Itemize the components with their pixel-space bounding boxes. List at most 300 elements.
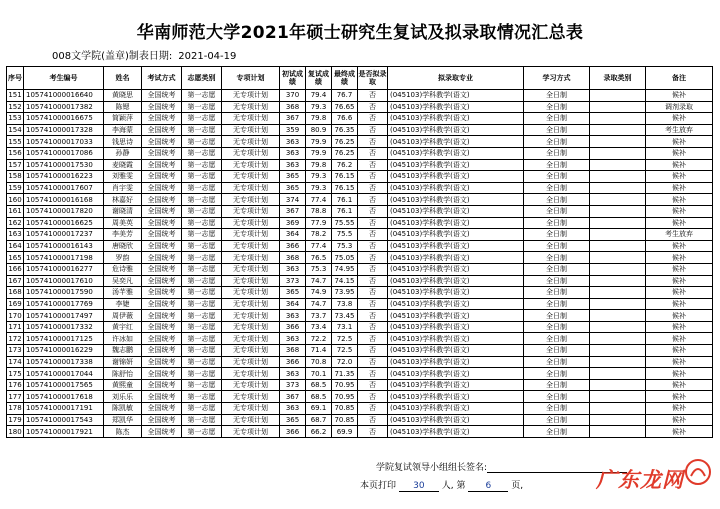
table-cell: 全日制 [524, 287, 590, 299]
table-cell: 考生放弃 [646, 124, 713, 136]
table-cell: 全国统考 [142, 275, 182, 287]
table-cell: 175 [8, 369, 22, 378]
table-cell: 全日制 [524, 171, 590, 183]
table-cell: 否 [358, 310, 388, 322]
table-row [7, 136, 713, 148]
table-cell [590, 368, 646, 380]
table-cell: 全日制 [524, 205, 590, 217]
table-cell: 370 [280, 90, 306, 102]
table-cell: 汤芊雅 [104, 287, 142, 299]
table-row [7, 171, 713, 183]
table-cell: 候补 [646, 275, 713, 287]
table-cell [590, 379, 646, 391]
table-cell [590, 298, 646, 310]
table-cell: 否 [358, 90, 388, 102]
table-cell [590, 310, 646, 322]
table-cell: 77.4 [306, 194, 332, 206]
table-cell: 谢锦妍 [104, 356, 142, 368]
table-cell: 候补 [646, 217, 713, 229]
table-cell: 105741000017044 [24, 368, 104, 380]
column-header: 专项计划 [222, 67, 280, 90]
unit-label: 008文学院(盖章) [52, 51, 129, 62]
table-cell: 林嘉好 [104, 194, 142, 206]
table-cell: 肖宇雯 [104, 182, 142, 194]
table-row [7, 147, 713, 159]
table-cell: 第一志愿 [182, 171, 222, 183]
table-cell: 简颖萍 [104, 113, 142, 125]
table-cell [590, 205, 646, 217]
table-cell: 79.8 [306, 113, 332, 125]
table-cell: 366 [280, 426, 306, 438]
table-cell: 76.35 [332, 124, 358, 136]
table-cell: 全国统考 [142, 159, 182, 171]
table-cell: 全国统考 [142, 287, 182, 299]
table-cell: (045103)学科教学(语文) [388, 101, 524, 113]
table-cell: 72.0 [332, 356, 358, 368]
table-cell: 陈舒怡 [104, 368, 142, 380]
column-header: 考生编号 [24, 67, 104, 90]
table-cell: (045103)学科教学(语文) [388, 403, 524, 415]
table-cell: 75.55 [332, 217, 358, 229]
table-cell: 全国统考 [142, 217, 182, 229]
table-cell: 全国统考 [142, 356, 182, 368]
table-cell: 否 [358, 321, 388, 333]
table-cell: 第一志愿 [182, 205, 222, 217]
table-cell: 全国统考 [142, 298, 182, 310]
table-cell: 105741000017497 [24, 310, 104, 322]
table-cell: (045103)学科教学(语文) [388, 275, 524, 287]
table-cell: 365 [280, 171, 306, 183]
table-cell: 74.9 [306, 287, 332, 299]
table-cell: 163 [8, 230, 22, 239]
table-cell: 第一志愿 [182, 321, 222, 333]
table-cell [590, 263, 646, 275]
table-cell: (045103)学科教学(语文) [388, 263, 524, 275]
table-cell: 153 [8, 114, 22, 123]
table-cell [590, 426, 646, 438]
table-cell: 79.4 [306, 90, 332, 102]
table-cell: 74.95 [332, 263, 358, 275]
table-cell: 候补 [646, 159, 713, 171]
table-cell: 76.2 [332, 159, 358, 171]
table-cell: 165 [8, 253, 22, 262]
table-cell: (045103)学科教学(语文) [388, 391, 524, 403]
table-row [7, 90, 713, 102]
table-cell: 无专项计划 [222, 205, 280, 217]
watermark-logo-icon [684, 458, 712, 486]
date-label: 制表日期: [128, 51, 173, 62]
column-header: 备注 [646, 67, 713, 90]
table-cell: (045103)学科教学(语文) [388, 333, 524, 345]
table-cell: 第一志愿 [182, 90, 222, 102]
table-row [7, 391, 713, 403]
table-cell: 否 [358, 136, 388, 148]
table-cell: 否 [358, 113, 388, 125]
table-cell: 候补 [646, 356, 713, 368]
table-cell: 178 [8, 404, 22, 413]
table-cell [590, 194, 646, 206]
table-cell: 第一志愿 [182, 159, 222, 171]
table-cell: 无专项计划 [222, 403, 280, 415]
table-cell: 364 [280, 298, 306, 310]
table-cell: 无专项计划 [222, 414, 280, 426]
table-cell: 171 [8, 323, 22, 332]
table-cell: 全国统考 [142, 426, 182, 438]
table-cell: 73.45 [332, 310, 358, 322]
table-cell: 第一志愿 [182, 333, 222, 345]
table-cell: 第一志愿 [182, 379, 222, 391]
table-cell: 候补 [646, 113, 713, 125]
table-row [7, 298, 713, 310]
table-row [7, 368, 713, 380]
table-cell: 105741000017328 [24, 124, 104, 136]
table-cell: 全国统考 [142, 310, 182, 322]
table-cell: 全日制 [524, 113, 590, 125]
table-cell: 第一志愿 [182, 240, 222, 252]
table-cell [590, 275, 646, 287]
table-cell: 否 [358, 182, 388, 194]
table-cell: 75.05 [332, 252, 358, 264]
table-cell: 无专项计划 [222, 379, 280, 391]
table-cell: 全日制 [524, 240, 590, 252]
table-cell: (045103)学科教学(语文) [388, 171, 524, 183]
table-cell [590, 403, 646, 415]
table-cell: 70.85 [332, 403, 358, 415]
table-cell: (045103)学科教学(语文) [388, 136, 524, 148]
table-cell: 候补 [646, 240, 713, 252]
table-cell [590, 90, 646, 102]
table-cell: 367 [280, 113, 306, 125]
table-cell: (045103)学科教学(语文) [388, 147, 524, 159]
table-row [7, 414, 713, 426]
table-cell: 无专项计划 [222, 263, 280, 275]
table-cell: 郑凯华 [104, 414, 142, 426]
table-cell: 候补 [646, 287, 713, 299]
table-cell: 68.7 [306, 414, 332, 426]
table-cell: 70.1 [306, 368, 332, 380]
watermark-text: 广东龙网 [596, 468, 684, 492]
table-row [7, 252, 713, 264]
table-cell: 全国统考 [142, 90, 182, 102]
table-cell: (045103)学科教学(语文) [388, 379, 524, 391]
table-cell: 第一志愿 [182, 298, 222, 310]
table-cell: 全日制 [524, 90, 590, 102]
table-cell: 无专项计划 [222, 298, 280, 310]
table-cell: 79.3 [306, 182, 332, 194]
table-cell: 候补 [646, 147, 713, 159]
table-cell: 全国统考 [142, 194, 182, 206]
table-cell: 第一志愿 [182, 217, 222, 229]
table-cell: 76.1 [332, 194, 358, 206]
table-cell: 162 [8, 218, 22, 227]
table-cell: 全日制 [524, 275, 590, 287]
table-cell: 第一志愿 [182, 391, 222, 403]
table-cell: 候补 [646, 205, 713, 217]
table-row [7, 205, 713, 217]
table-cell [590, 287, 646, 299]
table-cell: 105741000017237 [24, 229, 104, 241]
table-cell: 否 [358, 345, 388, 357]
page-number: 6 [468, 481, 508, 492]
table-cell: 160 [8, 195, 22, 204]
table-cell: 第一志愿 [182, 403, 222, 415]
table-cell: 368 [280, 252, 306, 264]
table-cell: 173 [8, 346, 22, 355]
column-header: 学习方式 [524, 67, 590, 90]
table-cell: 76.1 [332, 205, 358, 217]
table-cell: 否 [358, 391, 388, 403]
table-cell: 75.3 [306, 263, 332, 275]
table-date: 2021-04-19 [178, 51, 237, 62]
table-cell: 无专项计划 [222, 426, 280, 438]
table-cell: 全日制 [524, 298, 590, 310]
column-header: 考试方式 [142, 67, 182, 90]
table-cell: 全国统考 [142, 136, 182, 148]
table-cell: 候补 [646, 263, 713, 275]
admission-table [6, 66, 713, 438]
table-cell: 79.9 [306, 136, 332, 148]
table-cell: 363 [280, 333, 306, 345]
table-cell: 80.9 [306, 124, 332, 136]
table-cell: 154 [8, 126, 22, 135]
table-cell: 367 [280, 391, 306, 403]
table-cell: 全日制 [524, 194, 590, 206]
table-cell: 151 [8, 91, 22, 100]
table-cell: 363 [280, 136, 306, 148]
table-cell: 否 [358, 275, 388, 287]
table-cell: 钱思诗 [104, 136, 142, 148]
table-cell: 全日制 [524, 252, 590, 264]
table-cell: 黄熙童 [104, 379, 142, 391]
table-cell: (045103)学科教学(语文) [388, 217, 524, 229]
table-cell: 74.7 [306, 298, 332, 310]
table-cell: 全日制 [524, 391, 590, 403]
table-cell: 第一志愿 [182, 287, 222, 299]
table-cell: 全日制 [524, 124, 590, 136]
signature-line [376, 460, 627, 473]
column-header: 拟录取专业 [388, 67, 524, 90]
table-cell: 全日制 [524, 356, 590, 368]
table-cell: 69.1 [306, 403, 332, 415]
table-cell: 候补 [646, 136, 713, 148]
table-cell: 全日制 [524, 101, 590, 113]
table-cell: (045103)学科教学(语文) [388, 414, 524, 426]
table-cell: 否 [358, 194, 388, 206]
table-cell: 否 [358, 159, 388, 171]
table-cell: 无专项计划 [222, 333, 280, 345]
table-cell: 否 [358, 205, 388, 217]
table-cell [590, 217, 646, 229]
table-cell: 无专项计划 [222, 136, 280, 148]
table-cell: 否 [358, 287, 388, 299]
table-cell: 71.4 [306, 345, 332, 357]
table-cell: 否 [358, 252, 388, 264]
table-cell: 第一志愿 [182, 263, 222, 275]
table-cell: 73.95 [332, 287, 358, 299]
table-cell: 全国统考 [142, 379, 182, 391]
table-cell: (045103)学科教学(语文) [388, 240, 524, 252]
table-row [7, 310, 713, 322]
table-cell: 无专项计划 [222, 345, 280, 357]
table-row [7, 101, 713, 113]
table-cell: 候补 [646, 391, 713, 403]
table-cell: 105741000016625 [24, 217, 104, 229]
table-cell: 第一志愿 [182, 426, 222, 438]
table-cell: 全日制 [524, 426, 590, 438]
table-cell: 第一志愿 [182, 124, 222, 136]
table-cell: 否 [358, 426, 388, 438]
table-cell [590, 229, 646, 241]
table-cell: 76.6 [332, 113, 358, 125]
print-count: 30 [399, 481, 439, 492]
table-cell: 74.15 [332, 275, 358, 287]
table-cell: 105741000017191 [24, 403, 104, 415]
table-row [7, 287, 713, 299]
print-summary [360, 478, 523, 492]
table-cell: 105741000017338 [24, 356, 104, 368]
table-cell: (045103)学科教学(语文) [388, 345, 524, 357]
table-cell: 全日制 [524, 217, 590, 229]
table-cell: 否 [358, 240, 388, 252]
table-cell: 363 [280, 159, 306, 171]
table-cell: 76.25 [332, 136, 358, 148]
table-cell: 68.5 [306, 391, 332, 403]
table-cell: 全国统考 [142, 171, 182, 183]
table-cell: 否 [358, 403, 388, 415]
table-cell: 105741000017590 [24, 287, 104, 299]
table-cell: (045103)学科教学(语文) [388, 194, 524, 206]
table-cell: 否 [358, 101, 388, 113]
table-cell: 否 [358, 263, 388, 275]
table-cell: 候补 [646, 171, 713, 183]
table-cell: 105741000016143 [24, 240, 104, 252]
table-cell: 68.5 [306, 379, 332, 391]
table-cell: 吴奕凡 [104, 275, 142, 287]
table-cell: 73.1 [332, 321, 358, 333]
table-cell: 全日制 [524, 182, 590, 194]
table-row [7, 159, 713, 171]
table-cell: 105741000017332 [24, 321, 104, 333]
table-cell: 候补 [646, 194, 713, 206]
table-cell: 否 [358, 356, 388, 368]
table-cell: 第一志愿 [182, 182, 222, 194]
table-cell [590, 391, 646, 403]
table-cell: 105741000017610 [24, 275, 104, 287]
table-cell: 否 [358, 368, 388, 380]
table-cell: 105741000017820 [24, 205, 104, 217]
table-cell: 164 [8, 242, 22, 251]
table-cell: 全国统考 [142, 124, 182, 136]
table-cell: (045103)学科教学(语文) [388, 90, 524, 102]
table-cell: 368 [280, 345, 306, 357]
table-cell: 366 [280, 356, 306, 368]
table-cell: 全国统考 [142, 205, 182, 217]
table-cell: 无专项计划 [222, 124, 280, 136]
page-unit: 页, [511, 481, 524, 491]
table-cell: (045103)学科教学(语文) [388, 298, 524, 310]
table-cell: 第一志愿 [182, 275, 222, 287]
table-cell: 364 [280, 229, 306, 241]
table-cell: 唐晓欣 [104, 240, 142, 252]
table-cell: 无专项计划 [222, 275, 280, 287]
table-cell: 174 [8, 357, 22, 366]
table-cell: 158 [8, 172, 22, 181]
table-cell: 全国统考 [142, 403, 182, 415]
table-cell: 第一志愿 [182, 414, 222, 426]
table-cell: 否 [358, 147, 388, 159]
table-cell: 72.5 [332, 345, 358, 357]
signature-label: 学院复试领导小组组长签名: [376, 463, 488, 473]
table-cell: 76.25 [332, 147, 358, 159]
column-header: 是否拟录取 [358, 67, 388, 90]
table-cell: 调剂录取 [646, 101, 713, 113]
table-cell: 105741000017769 [24, 298, 104, 310]
table-cell: 周伊薇 [104, 310, 142, 322]
table-cell: 全日制 [524, 345, 590, 357]
table-cell: 无专项计划 [222, 182, 280, 194]
table-row [7, 403, 713, 415]
table-cell: 第一志愿 [182, 252, 222, 264]
table-cell [590, 182, 646, 194]
table-cell [590, 124, 646, 136]
table-cell: 刘雅雯 [104, 171, 142, 183]
table-cell: 全国统考 [142, 229, 182, 241]
table-cell: 全日制 [524, 403, 590, 415]
table-cell: 76.5 [306, 252, 332, 264]
table-row [7, 240, 713, 252]
table-cell: 73.8 [332, 298, 358, 310]
table-cell: 166 [8, 265, 22, 274]
table-cell: 全国统考 [142, 182, 182, 194]
table-cell: 第一志愿 [182, 147, 222, 159]
table-cell: 369 [280, 217, 306, 229]
table-cell: 全日制 [524, 310, 590, 322]
table-cell: 363 [280, 310, 306, 322]
table-cell: 105741000017033 [24, 136, 104, 148]
table-cell: 359 [280, 124, 306, 136]
table-cell [590, 113, 646, 125]
table-row [7, 379, 713, 391]
table-cell: 危诗雅 [104, 263, 142, 275]
table-cell: 77.4 [306, 240, 332, 252]
column-header: 录取类别 [590, 67, 646, 90]
table-row [7, 194, 713, 206]
table-cell: 第一志愿 [182, 356, 222, 368]
table-cell: 无专项计划 [222, 368, 280, 380]
table-cell: 全国统考 [142, 391, 182, 403]
table-row [7, 113, 713, 125]
table-cell: 候补 [646, 403, 713, 415]
table-cell: 第一志愿 [182, 229, 222, 241]
table-cell: 无专项计划 [222, 321, 280, 333]
table-cell: 无专项计划 [222, 113, 280, 125]
table-cell: 168 [8, 288, 22, 297]
column-header: 复试成绩 [306, 67, 332, 90]
table-cell: 105741000017125 [24, 333, 104, 345]
table-cell: 363 [280, 403, 306, 415]
table-cell: 366 [280, 240, 306, 252]
table-cell: 第一志愿 [182, 113, 222, 125]
table-cell: 全日制 [524, 321, 590, 333]
table-cell: 78.2 [306, 229, 332, 241]
table-cell: 71.35 [332, 368, 358, 380]
table-cell: 魏志鹏 [104, 345, 142, 357]
table-cell: 79.3 [306, 171, 332, 183]
table-cell [590, 147, 646, 159]
table-cell: 75.5 [332, 229, 358, 241]
table-cell: 105741000017921 [24, 426, 104, 438]
table-cell: 76.15 [332, 182, 358, 194]
